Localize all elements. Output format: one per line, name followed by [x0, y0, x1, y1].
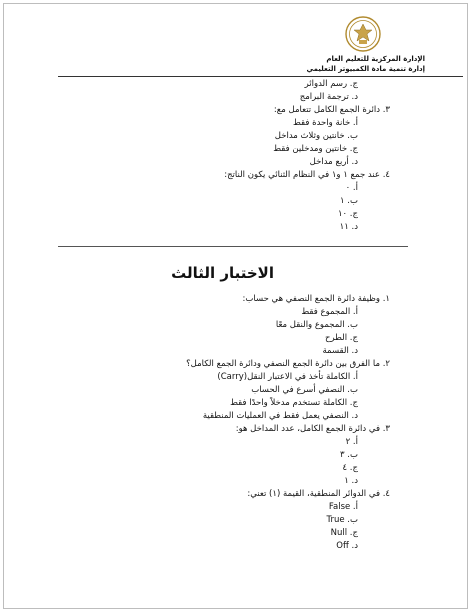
question-line: ١. وظيفة دائرة الجمع النصفي هي حساب: — [242, 294, 390, 304]
option-line: أ. خانة واحدة فقط — [292, 118, 358, 128]
option-line: ب. ٣ — [340, 450, 358, 460]
option-line: ج. ١٠ — [337, 209, 358, 219]
option-line: د. ١١ — [339, 222, 358, 232]
option-line: ب. المجموع والنقل معًا — [275, 320, 358, 330]
option-line: ج. رسم الدوائر — [304, 79, 358, 89]
question-line: ٤. عند جمع ١ و١ في النظام الثنائي يكون الناتج: — [224, 170, 390, 180]
option-line: د. النصفي يعمل فقط في العمليات المنطقية — [202, 411, 358, 421]
option-line: أ. False — [328, 502, 358, 512]
option-line: أ. الكاملة تأخذ في الاعتبار النقل(Carry) — [217, 372, 358, 382]
option-line: ب. True — [326, 515, 358, 525]
option-line: ج. الطرح — [325, 333, 358, 343]
option-line: د. أربع مداخل — [309, 157, 358, 167]
option-line: ب. ١ — [340, 196, 358, 206]
option-line: ب. خانتين وثلاث مداخل — [274, 131, 358, 141]
org-line-1: الإدارة المركزية للتعليم العام — [326, 55, 425, 63]
question-line: ٤. في الدوائر المنطقية، القيمة (١) تعني: — [247, 489, 390, 499]
question-line: ٢. ما الفرق بين دائرة الجمع النصفي ودائرة الجمع الكامل؟ — [186, 359, 390, 369]
section-title: الاختبار الثالث — [171, 264, 274, 282]
option-line: ب. النصفي أسرع في الحساب — [251, 385, 358, 395]
option-line: ج. Null — [330, 528, 358, 538]
question-line: ٣. في دائرة الجمع الكامل، عدد المداخل هو: — [235, 424, 390, 434]
option-line: ج. ٤ — [342, 463, 358, 473]
header-divider — [58, 76, 463, 77]
ministry-seal-logo — [345, 16, 381, 52]
question-line: ٣. دائرة الجمع الكامل تتعامل مع: — [273, 105, 390, 115]
option-line: أ. ٢ — [345, 437, 358, 447]
section-divider — [58, 246, 408, 247]
org-line-2: إدارة تنمية مادة الكمبيوتر التعليمي — [306, 65, 425, 73]
option-line: د. ترجمة البرامج — [299, 92, 358, 102]
page-border — [3, 3, 468, 609]
option-line: ج. الكاملة تستخدم مدخلاً واحدًا فقط — [230, 398, 358, 408]
option-line: د. القسمة — [322, 346, 358, 356]
option-line: أ. ٠ — [345, 183, 358, 193]
option-line: أ. المجموع فقط — [301, 307, 358, 317]
option-line: ج. خانتين ومدخلين فقط — [273, 144, 358, 154]
option-line: د. Off — [336, 541, 358, 551]
option-line: د. ١ — [344, 476, 358, 486]
